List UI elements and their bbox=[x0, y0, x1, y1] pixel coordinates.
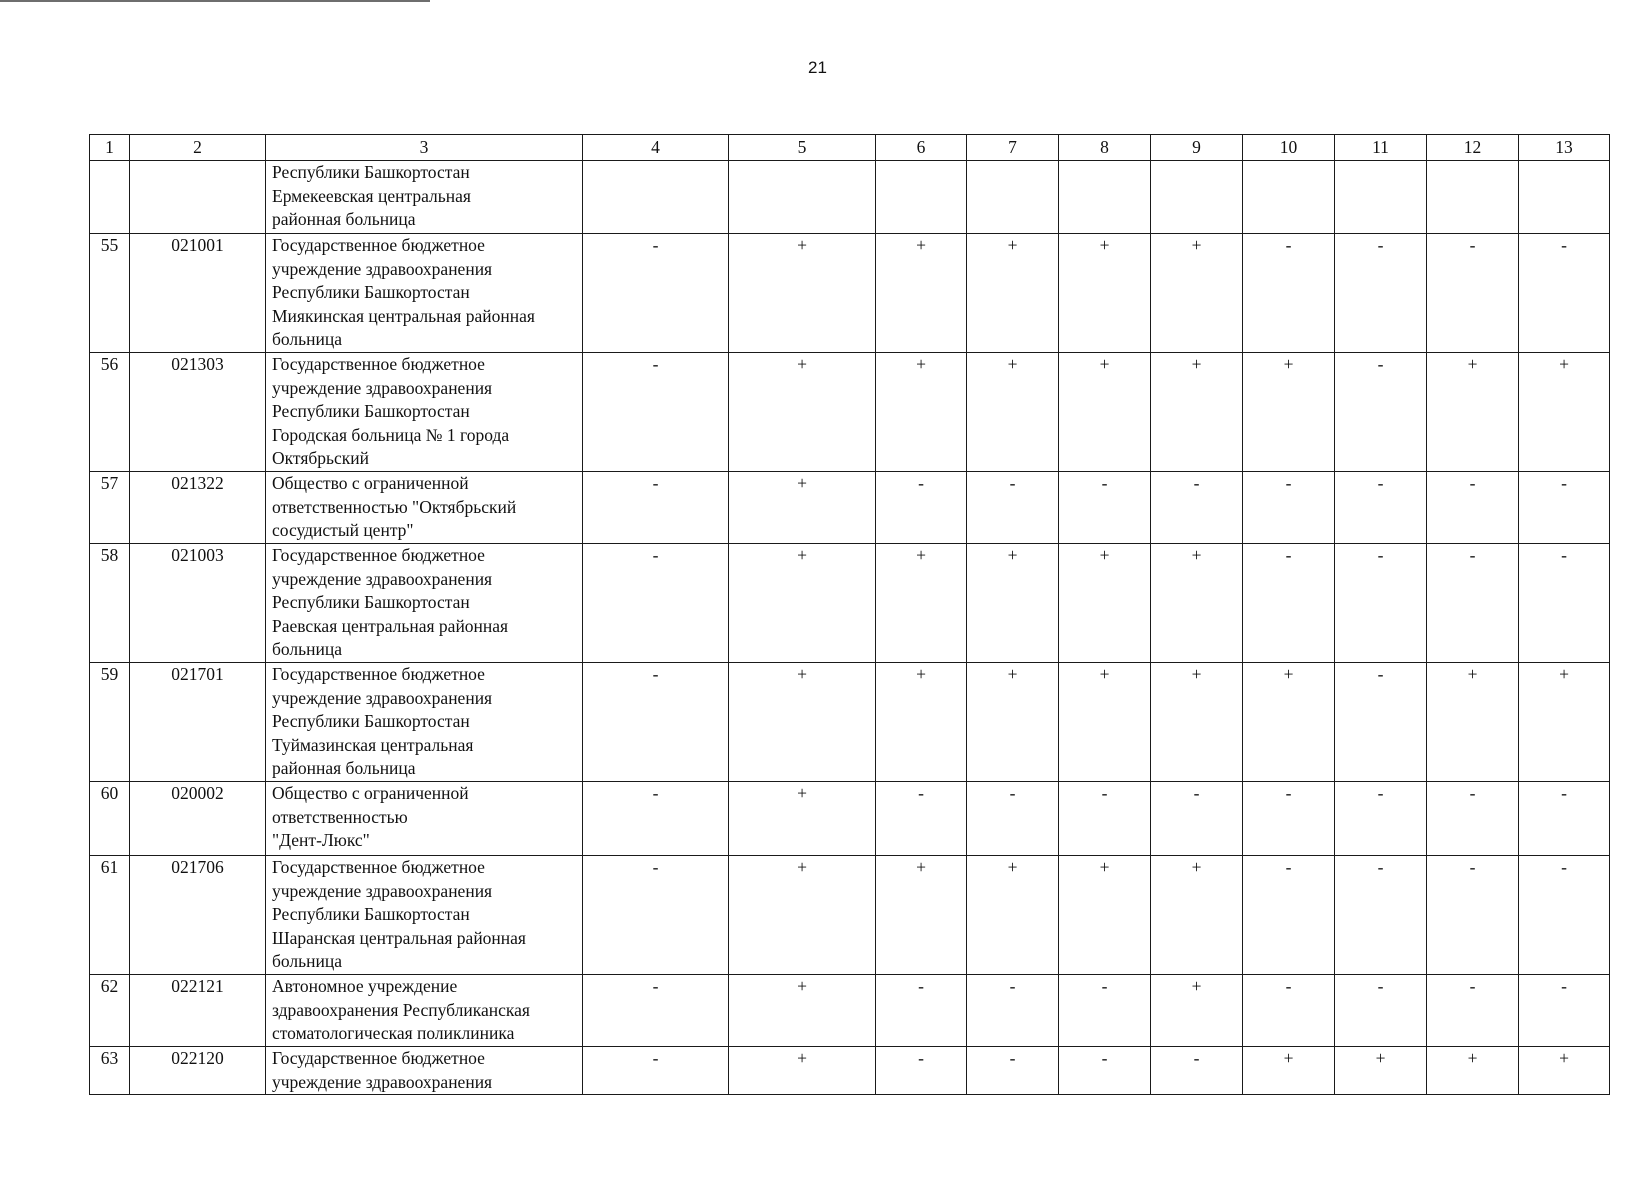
organization-name bbox=[266, 975, 583, 1047]
service-mark bbox=[1335, 161, 1427, 234]
service-mark: - bbox=[1427, 975, 1519, 1047]
service-mark: - bbox=[1519, 544, 1610, 663]
column-header: 10 bbox=[1243, 135, 1335, 161]
organization-name-line: Республики Башкортостан bbox=[272, 401, 470, 421]
organization-name bbox=[266, 161, 583, 234]
service-mark: - bbox=[583, 234, 729, 353]
organization-name-line: Октябрьский bbox=[272, 448, 370, 468]
row-number: 56 bbox=[90, 353, 130, 472]
organization-name-line: Республики Башкортостан bbox=[272, 282, 470, 302]
page-number: 21 bbox=[808, 58, 827, 77]
service-mark: - bbox=[583, 1047, 729, 1095]
organization-name-line: Общество с ограниченной bbox=[272, 783, 469, 803]
service-mark: + bbox=[967, 663, 1059, 782]
service-mark: + bbox=[1059, 234, 1151, 353]
organization-name-line: Республики Башкортостан bbox=[272, 711, 470, 731]
service-mark: - bbox=[1243, 234, 1335, 353]
organization-name-line: учреждение здравоохранения bbox=[272, 687, 493, 708]
service-mark: - bbox=[583, 856, 729, 975]
row-number: 57 bbox=[90, 472, 130, 544]
service-mark: + bbox=[1427, 353, 1519, 472]
service-mark: + bbox=[729, 234, 876, 353]
organization-name bbox=[266, 353, 583, 472]
service-mark: + bbox=[876, 663, 967, 782]
column-header: 7 bbox=[967, 135, 1059, 161]
service-mark: + bbox=[729, 975, 876, 1047]
service-mark: - bbox=[967, 472, 1059, 544]
row-number: 55 bbox=[90, 234, 130, 353]
organization-name bbox=[266, 782, 583, 856]
service-mark: - bbox=[1427, 782, 1519, 856]
column-header: 4 bbox=[583, 135, 729, 161]
service-mark: - bbox=[583, 975, 729, 1047]
organization-name-line: "Дент-Люкс" bbox=[272, 830, 370, 850]
service-mark bbox=[1059, 161, 1151, 234]
table-row bbox=[90, 1047, 1610, 1095]
service-mark bbox=[729, 161, 876, 234]
service-mark: - bbox=[1059, 1047, 1151, 1095]
organization-code: 021701 bbox=[130, 663, 266, 782]
organization-name-line: Государственное бюджетное bbox=[272, 857, 485, 877]
service-mark: + bbox=[729, 856, 876, 975]
table-row bbox=[90, 856, 1610, 975]
column-number-row bbox=[90, 135, 1610, 161]
service-mark: - bbox=[1243, 782, 1335, 856]
service-mark: + bbox=[1427, 1047, 1519, 1095]
table-row bbox=[90, 161, 1610, 234]
organization-name-line: Туймазинская центральная bbox=[272, 734, 474, 755]
service-mark: + bbox=[729, 472, 876, 544]
service-mark: - bbox=[967, 1047, 1059, 1095]
organization-code: 021001 bbox=[130, 234, 266, 353]
service-mark: + bbox=[1519, 1047, 1610, 1095]
organization-name-line: Общество с ограниченной bbox=[272, 473, 469, 493]
organization-name-line: Государственное бюджетное bbox=[272, 664, 485, 684]
organization-code bbox=[130, 161, 266, 234]
column-header: 3 bbox=[266, 135, 583, 161]
service-mark: - bbox=[1427, 234, 1519, 353]
organization-name-line: больница bbox=[272, 639, 342, 659]
organization-name-line: Республики Башкортостан bbox=[272, 592, 470, 612]
organization-name-line: Государственное бюджетное bbox=[272, 354, 485, 374]
service-mark: + bbox=[1059, 856, 1151, 975]
service-mark: + bbox=[967, 353, 1059, 472]
table-row bbox=[90, 353, 1610, 472]
service-mark: + bbox=[967, 544, 1059, 663]
service-mark: + bbox=[729, 544, 876, 663]
row-number: 61 bbox=[90, 856, 130, 975]
service-mark: - bbox=[1427, 856, 1519, 975]
service-mark: + bbox=[876, 234, 967, 353]
service-mark: + bbox=[1151, 234, 1243, 353]
service-mark: + bbox=[1151, 353, 1243, 472]
service-mark: - bbox=[1335, 472, 1427, 544]
service-mark: - bbox=[1335, 663, 1427, 782]
organization-name bbox=[266, 234, 583, 353]
organization-name-line: больница bbox=[272, 951, 342, 971]
organization-code: 022121 bbox=[130, 975, 266, 1047]
column-header: 13 bbox=[1519, 135, 1610, 161]
organization-code: 021706 bbox=[130, 856, 266, 975]
table-row bbox=[90, 544, 1610, 663]
service-mark: - bbox=[1335, 782, 1427, 856]
service-mark: + bbox=[1151, 856, 1243, 975]
service-mark: - bbox=[1519, 472, 1610, 544]
organization-name-line: Ермекеевская центральная bbox=[272, 185, 471, 206]
service-mark: + bbox=[729, 663, 876, 782]
service-mark: - bbox=[583, 544, 729, 663]
service-mark: - bbox=[1151, 782, 1243, 856]
table-row bbox=[90, 975, 1610, 1047]
organization-name-line: ответственностью bbox=[272, 806, 408, 827]
service-mark bbox=[1519, 161, 1610, 234]
service-mark: + bbox=[1151, 544, 1243, 663]
service-mark: + bbox=[729, 1047, 876, 1095]
service-mark: + bbox=[1059, 544, 1151, 663]
service-mark: + bbox=[1243, 353, 1335, 472]
registry-table bbox=[89, 134, 1610, 1095]
table-body bbox=[90, 161, 1610, 1095]
service-mark: - bbox=[1059, 975, 1151, 1047]
service-mark: - bbox=[1335, 544, 1427, 663]
service-mark: + bbox=[1519, 663, 1610, 782]
top-rule bbox=[0, 0, 430, 2]
service-mark bbox=[1151, 161, 1243, 234]
organization-name-line: учреждение здравоохранения bbox=[272, 568, 493, 589]
organization-code: 020002 bbox=[130, 782, 266, 856]
organization-name bbox=[266, 663, 583, 782]
organization-name-line: районная больница bbox=[272, 209, 416, 229]
service-mark: + bbox=[967, 856, 1059, 975]
table-row bbox=[90, 472, 1610, 544]
service-mark: - bbox=[583, 663, 729, 782]
column-header: 9 bbox=[1151, 135, 1243, 161]
service-mark: - bbox=[876, 975, 967, 1047]
organization-name-line: здравоохранения Республиканская bbox=[272, 999, 530, 1020]
organization-name bbox=[266, 856, 583, 975]
column-header: 12 bbox=[1427, 135, 1519, 161]
service-mark: - bbox=[1335, 353, 1427, 472]
service-mark: - bbox=[1335, 856, 1427, 975]
organization-name-line: сосудистый центр" bbox=[272, 520, 414, 540]
row-number: 59 bbox=[90, 663, 130, 782]
service-mark: - bbox=[1151, 472, 1243, 544]
service-mark: - bbox=[1335, 975, 1427, 1047]
service-mark: + bbox=[876, 353, 967, 472]
row-number: 58 bbox=[90, 544, 130, 663]
service-mark: - bbox=[1427, 544, 1519, 663]
organization-name bbox=[266, 472, 583, 544]
organization-name-line: учреждение здравоохранения bbox=[272, 377, 493, 398]
service-mark bbox=[967, 161, 1059, 234]
service-mark: - bbox=[1519, 856, 1610, 975]
service-mark: - bbox=[1243, 544, 1335, 663]
service-mark: - bbox=[1519, 782, 1610, 856]
row-number: 63 bbox=[90, 1047, 130, 1095]
table-row bbox=[90, 663, 1610, 782]
service-mark: + bbox=[1151, 975, 1243, 1047]
organization-name-line: Шаранская центральная районная bbox=[272, 927, 526, 948]
service-mark: - bbox=[1427, 472, 1519, 544]
organization-name-line: больница bbox=[272, 329, 342, 349]
service-mark: + bbox=[1335, 1047, 1427, 1095]
service-mark: - bbox=[1335, 234, 1427, 353]
organization-name-line: Республики Башкортостан bbox=[272, 162, 470, 182]
service-mark: - bbox=[1151, 1047, 1243, 1095]
organization-name-line: Республики Башкортостан bbox=[272, 904, 470, 924]
service-mark: - bbox=[583, 353, 729, 472]
service-mark: + bbox=[1059, 663, 1151, 782]
row-number bbox=[90, 161, 130, 234]
service-mark: - bbox=[1059, 472, 1151, 544]
service-mark: - bbox=[967, 975, 1059, 1047]
column-header: 6 bbox=[876, 135, 967, 161]
service-mark: - bbox=[1519, 234, 1610, 353]
service-mark bbox=[1427, 161, 1519, 234]
organization-name-line: Государственное бюджетное bbox=[272, 235, 485, 255]
organization-name-line: Автономное учреждение bbox=[272, 976, 458, 996]
organization-name-line: ответственностью "Октябрьский bbox=[272, 496, 517, 517]
organization-code: 021003 bbox=[130, 544, 266, 663]
service-mark: + bbox=[1243, 1047, 1335, 1095]
column-header: 11 bbox=[1335, 135, 1427, 161]
organization-code: 021303 bbox=[130, 353, 266, 472]
service-mark: + bbox=[1151, 663, 1243, 782]
service-mark: - bbox=[876, 782, 967, 856]
organization-code: 022120 bbox=[130, 1047, 266, 1095]
service-mark: - bbox=[1243, 472, 1335, 544]
service-mark: + bbox=[876, 544, 967, 663]
service-mark: + bbox=[1243, 663, 1335, 782]
column-header: 2 bbox=[130, 135, 266, 161]
column-header: 8 bbox=[1059, 135, 1151, 161]
service-mark: + bbox=[1059, 353, 1151, 472]
service-mark: + bbox=[729, 782, 876, 856]
organization-name bbox=[266, 1047, 583, 1095]
table-row bbox=[90, 234, 1610, 353]
organization-name-line: учреждение здравоохранения bbox=[272, 880, 493, 901]
organization-name-line: учреждение здравоохранения bbox=[272, 1071, 493, 1092]
service-mark: - bbox=[583, 472, 729, 544]
service-mark: - bbox=[1519, 975, 1610, 1047]
service-mark: + bbox=[876, 856, 967, 975]
organization-name-line: Государственное бюджетное bbox=[272, 1048, 485, 1068]
organization-name-line: стоматологическая поликлиника bbox=[272, 1023, 515, 1043]
service-mark bbox=[1243, 161, 1335, 234]
service-mark: - bbox=[876, 1047, 967, 1095]
organization-name-line: Государственное бюджетное bbox=[272, 545, 485, 565]
service-mark: + bbox=[729, 353, 876, 472]
service-mark bbox=[583, 161, 729, 234]
service-mark: + bbox=[967, 234, 1059, 353]
service-mark: - bbox=[1243, 856, 1335, 975]
service-mark: - bbox=[1059, 782, 1151, 856]
organization-name-line: Городская больница № 1 города bbox=[272, 424, 510, 445]
service-mark: - bbox=[876, 472, 967, 544]
organization-code: 021322 bbox=[130, 472, 266, 544]
row-number: 60 bbox=[90, 782, 130, 856]
column-header: 1 bbox=[90, 135, 130, 161]
table-row bbox=[90, 782, 1610, 856]
row-number: 62 bbox=[90, 975, 130, 1047]
organization-name-line: Раевская центральная районная bbox=[272, 615, 509, 636]
organization-name-line: Миякинская центральная районная bbox=[272, 305, 535, 326]
service-mark: - bbox=[583, 782, 729, 856]
organization-name bbox=[266, 544, 583, 663]
service-mark bbox=[876, 161, 967, 234]
organization-name-line: учреждение здравоохранения bbox=[272, 258, 493, 279]
service-mark: - bbox=[1243, 975, 1335, 1047]
organization-name-line: районная больница bbox=[272, 758, 416, 778]
service-mark: + bbox=[1519, 353, 1610, 472]
column-header: 5 bbox=[729, 135, 876, 161]
service-mark: - bbox=[967, 782, 1059, 856]
service-mark: + bbox=[1427, 663, 1519, 782]
